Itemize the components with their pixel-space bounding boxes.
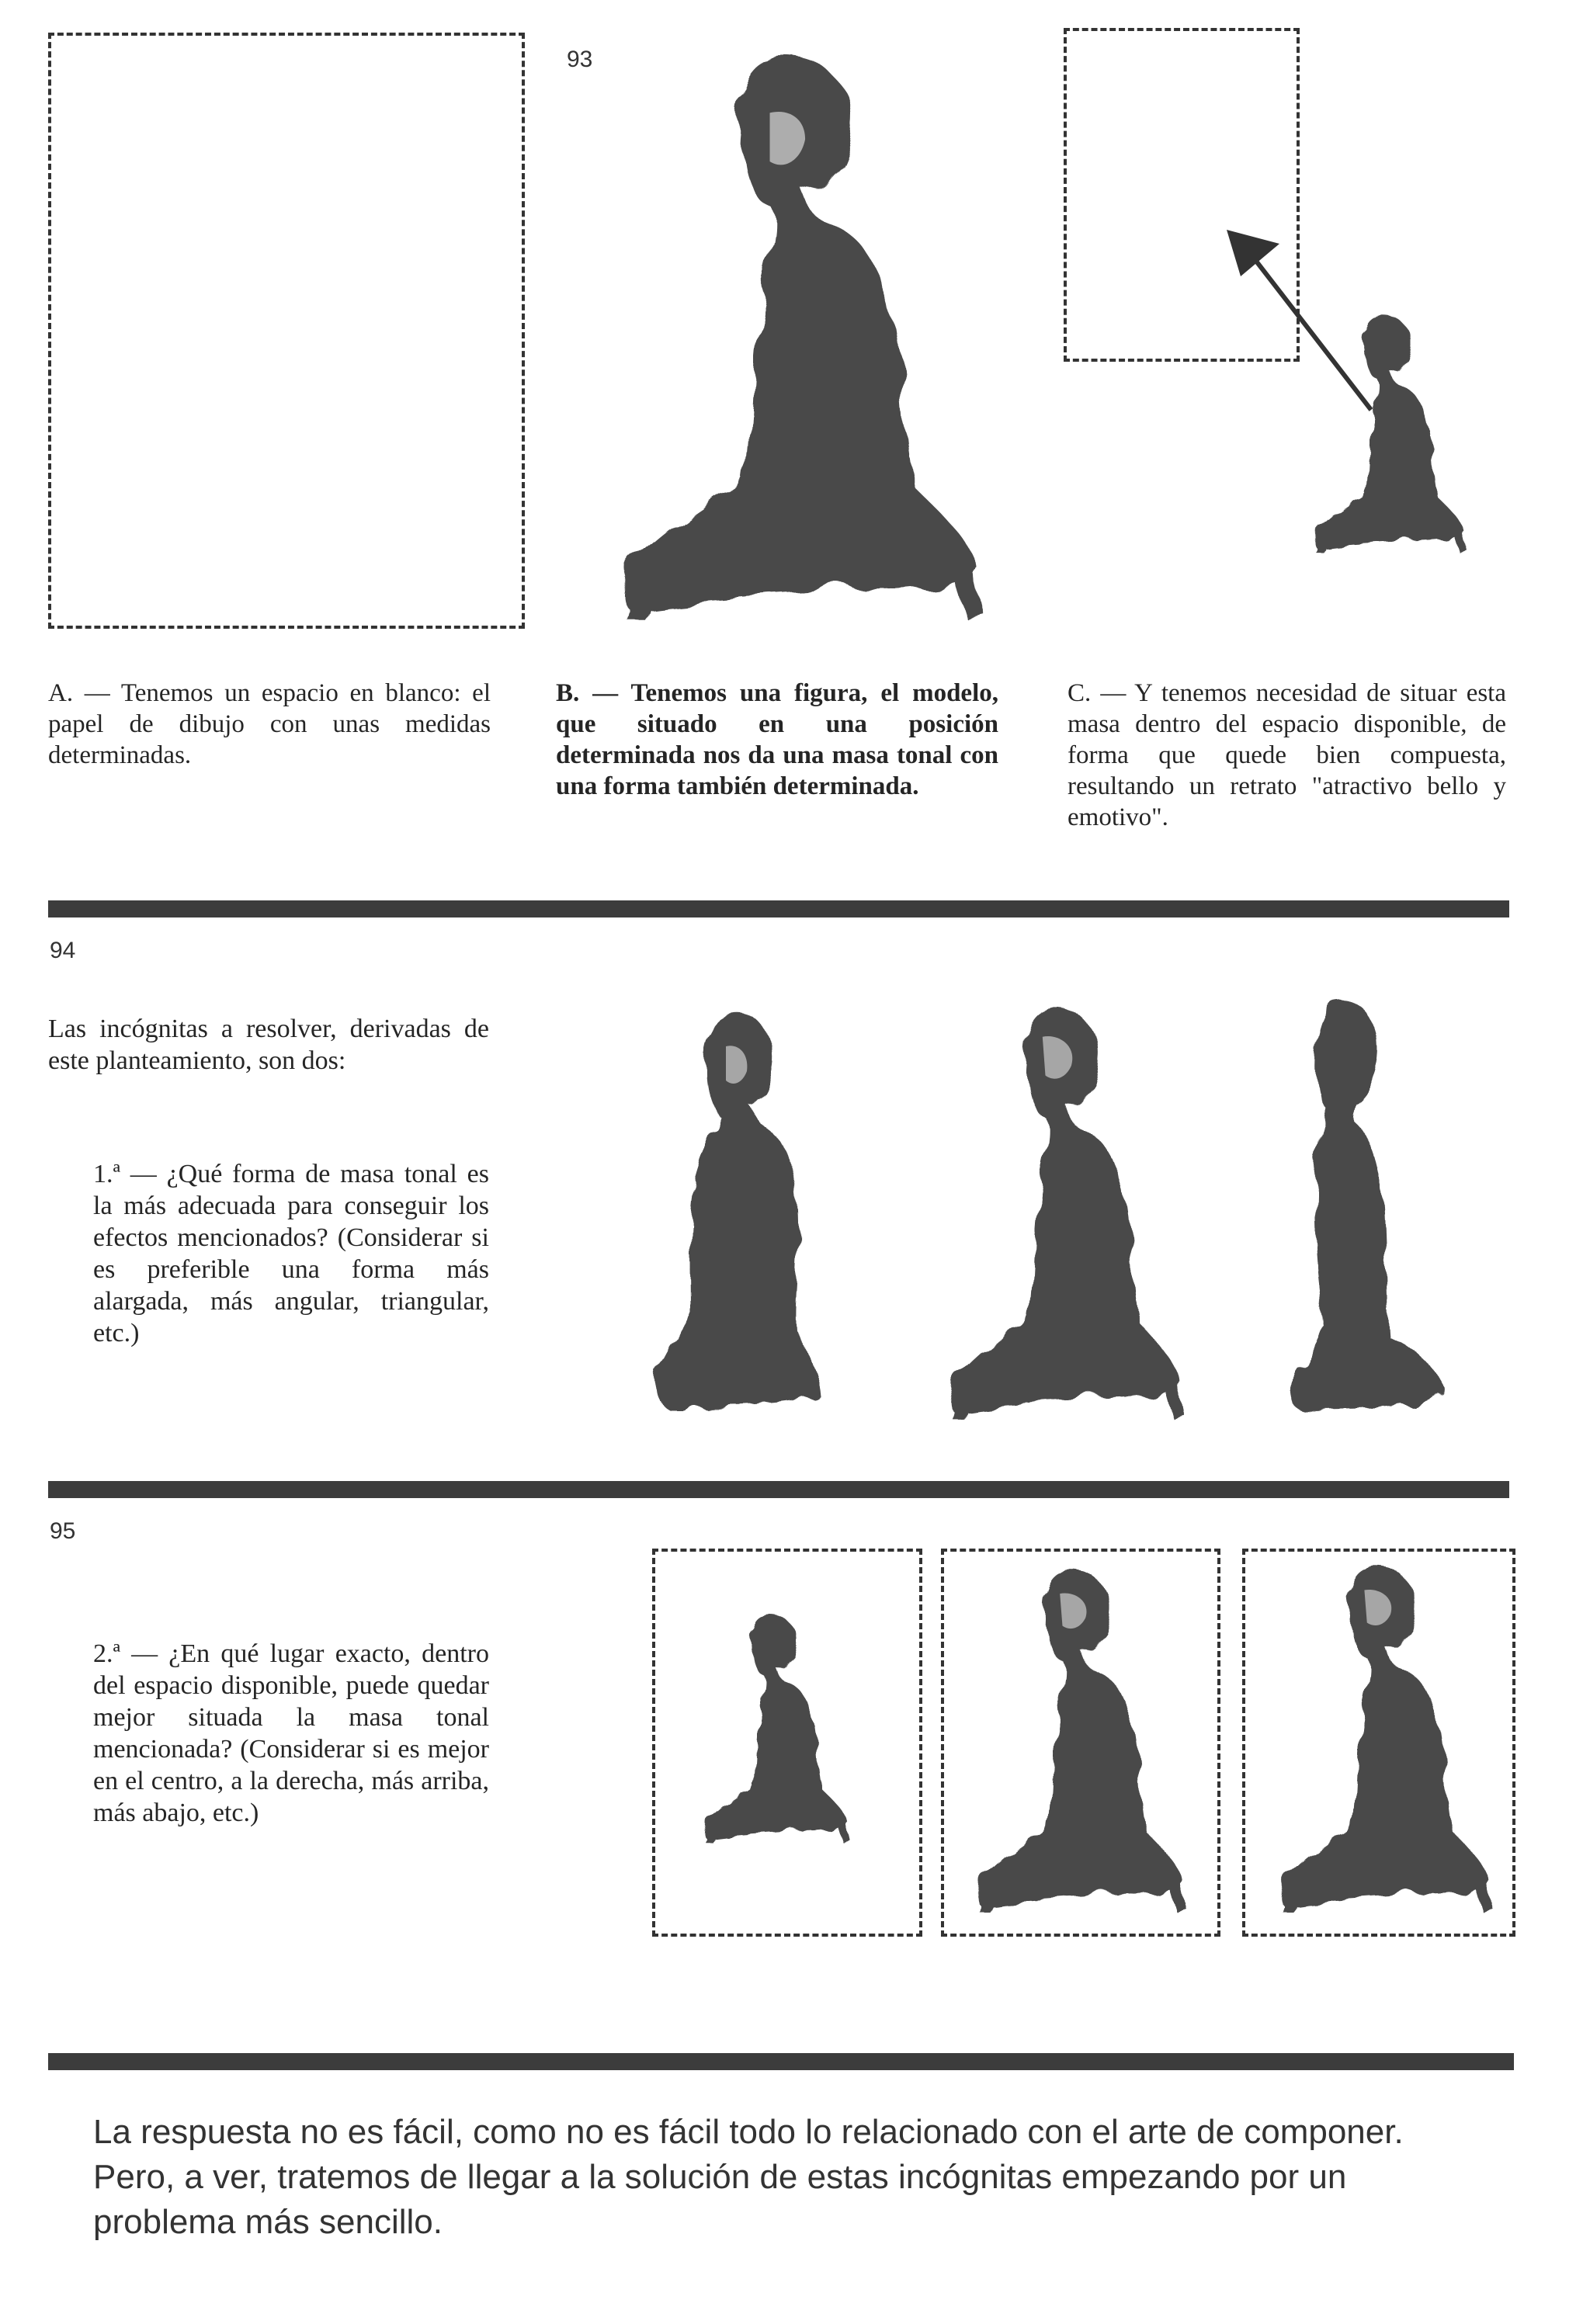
closing-paragraph: La respuesta no es fácil, como no es fácil todo lo relacionado con el arte de componer. Pero, a ver, tratemos de llegar a la solución de estas incógnitas empezando por un problema más sencillo. xyxy=(93,2113,1404,2241)
figure-95-placement-right xyxy=(1250,1560,1510,1913)
blank-paper-frame-a xyxy=(48,33,525,629)
caption-a: A. — Tenemos un espacio en blanco: el papel de dibujo con unas medidas determinadas. xyxy=(48,679,491,769)
figure-number-93: 93 xyxy=(567,47,593,72)
section-94-intro: Las incógnitas a resolver, derivadas de este planteamiento, son dos: xyxy=(48,1015,489,1075)
figure-number-94: 94 xyxy=(50,938,76,963)
figure-94-pose-three-quarter xyxy=(916,1001,1203,1420)
caption-b: B. — Tenemos una figura, el modelo, que situado en una posición determinada nos da una masa tonal con una forma también determinada. xyxy=(556,679,998,800)
figure-93-model-large xyxy=(567,47,1017,621)
caption-c: C. — Y tenemos necesidad de situar esta masa dentro del espacio disponible, de forma que quede bien compuesta, resultando un retrato "atractivo bello y emotivo". xyxy=(1068,679,1506,831)
figure-94-pose-front xyxy=(621,1009,854,1413)
section-rule-94 xyxy=(48,900,1509,917)
question-2: 2.ª — ¿En qué lugar exacto, dentro del espacio disponible, puede quedar mejor situada la masa tonal mencionada? (Considerar si es mejor en el centro, a la derecha, más arriba, más abajo, etc.) xyxy=(93,1639,489,1827)
section-rule-closing xyxy=(48,2053,1514,2070)
figure-number-95: 95 xyxy=(50,1518,76,1544)
section-rule-95 xyxy=(48,1481,1509,1498)
figure-95-placement-left xyxy=(683,1611,862,1844)
question-1: 1.ª — ¿Qué forma de masa tonal es la más adecuada para conseguir los efectos mencionados? (Considerar si es preferible una forma más alargada, más angular, triangular, etc.) xyxy=(93,1160,489,1348)
figure-93-model-small xyxy=(1293,304,1479,560)
figure-94-pose-profile xyxy=(1219,997,1452,1420)
figure-95-placement-center xyxy=(947,1564,1203,1913)
